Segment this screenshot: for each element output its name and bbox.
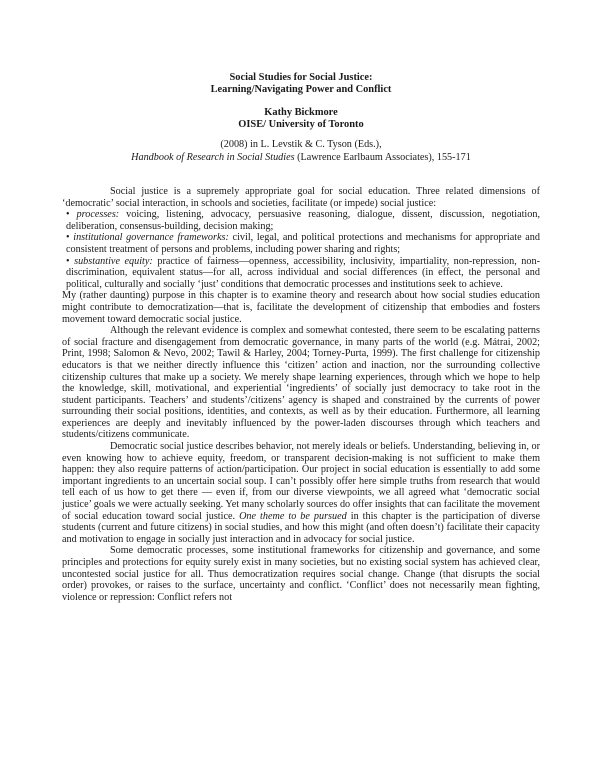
bullet-processes: • processes: voicing, listening, advocacy, persuasive reasoning, dialogue, dissent, discussion, negotiation, deliberation, consensus-building, decision making; — [66, 209, 540, 232]
citation-book-title: Handbook of Research in Social Studies — [131, 151, 295, 163]
bullet-term: substantive equity: — [74, 255, 153, 267]
title-line-1: Social Studies for Social Justice: — [229, 72, 373, 83]
title-line-2: Learning/Navigating Power and Conflict — [210, 84, 392, 95]
bullet-text: practice of fairness—openness, accessibility, inclusivity, impartiality, non-repression, non-discrimination, equivalent status—for all, across individual and social differences (in effect, the personal and political, culturally and socially ‘just’ conditions that democratic processes and institutions seek to achieve. — [66, 255, 540, 290]
citation-line-1: (2008) in L. Levstik & C. Tyson (Eds.), — [220, 139, 382, 150]
paragraph-text-continued: in this chapter is the participation of diverse students (current and future citizens) in social studies, and how this might (and often doesn’t) facilitate their capacity and motivation to engage in socially just interaction and in advocacy for social justice. — [62, 510, 540, 545]
paragraph-text: Democratic social justice describes behavior, not merely ideals or beliefs. Understanding, believing in, or even knowing how to achieve equity, freedom, or transparent decision-making is not sufficient to make them happen: they also require patterns of action/participation. Our project in social education is essentially to add some important ingredients to an uncertain social soup. I can’t possibly offer here simple truths from research that would tell each of us how to get there — even if, from our diverse viewpoints, we all agreed what ‘democratic social justice’ goals we were actually seeking. Yet many scholarly sources do offer insights that can facilitate the movement of social education toward social justice. — [62, 441, 540, 522]
democratic-processes-paragraph: Some democratic processes, some institutional frameworks for citizenship and governance, and some principles and protections for equity surely exist in many societies, but no existing social system has achieved clear, uncontested social justice for all. Thus democratization requires social change. Change (that disrupts the social order) provokes, or raises to the surface, uncertainty and conflict. ‘Conflict’ does not necessarily mean fighting, violence or repression: Conflict refers not — [62, 545, 540, 603]
author-name: Kathy Bickmore — [264, 107, 338, 118]
bullet-text: voicing, listening, advocacy, persuasive reasoning, dialogue, dissent, discussion, negotiation, deliberation, consensus-building, decision making; — [66, 209, 540, 232]
democratic-justice-paragraph — [62, 441, 540, 545]
bullet-text: civil, legal, and political protections and mechanisms for appropriate and consistent treatment of persons and problems, including power sharing and rights; — [66, 232, 540, 255]
intro-paragraph: Social justice is a supremely appropriate goal for social education. Three related dimensions of ‘democratic’ social interaction, in schools and societies, facilitate (or impede) social justice: — [62, 186, 540, 209]
paragraph-emphasis: One theme to be pursued — [239, 510, 347, 522]
bullet-term: processes: — [76, 209, 120, 221]
bullet-substantive-equity: • substantive equity: practice of fairness—openness, accessibility, inclusivity, impartiality, non-repression, non-discrimination, equivalent status—for all, across individual and social differences (in effect, the personal and political, culturally and socially ‘just’ conditions that democratic processes and institutions seek to achieve. — [66, 255, 540, 290]
citation-line-2 — [62, 152, 540, 165]
purpose-paragraph: My (rather daunting) purpose in this chapter is to examine theory and research about how social studies education might contribute to democratization—that is, facilitate the development of citizenship that embodies and fosters movement toward democratic social justice. — [62, 290, 540, 325]
bullet-term: institutional governance frameworks: — [73, 232, 229, 244]
bullet-institutional-frameworks: • institutional governance frameworks: civil, legal, and political protections and mechanisms for appropriate and consistent treatment of persons and problems, including power sharing and rights; — [66, 232, 540, 255]
author-affiliation: OISE/ University of Toronto — [238, 119, 364, 130]
citation-publisher: (Lawrence Earlbaum Associates), 155-171 — [294, 151, 471, 163]
evidence-paragraph: Although the relevant evidence is complex and somewhat contested, there seem to be escalating patterns of social fracture and disengagement from democratic governance, in many parts of the world (e.g. Mátrai, 2002; Print, 1998; Salomon & Nevo, 2002; Tawil & Harley, 2004; Torney-Purta, 1999). The first challenge for citizenship educators is that we neither directly influence this ‘citizen’ action and inaction, nor the surrounding collective citizenship cultures that make up a society. We merely shape learning experiences, through which we hope to help the knowledge, skill, motivational, and experiential ‘ingredients’ of socially just democracy to take root in the student participants. Teachers’ and students’/citizens’ agency is shaped and constrained by the currents of power surrounding their social positions, identities, and contexts, as well as by their education. Furthermore, all learning experiences are deeply and inevitably influenced by the power-laden discourses through which teachers and students/citizens communicate. — [62, 325, 540, 441]
document-page — [62, 72, 540, 603]
